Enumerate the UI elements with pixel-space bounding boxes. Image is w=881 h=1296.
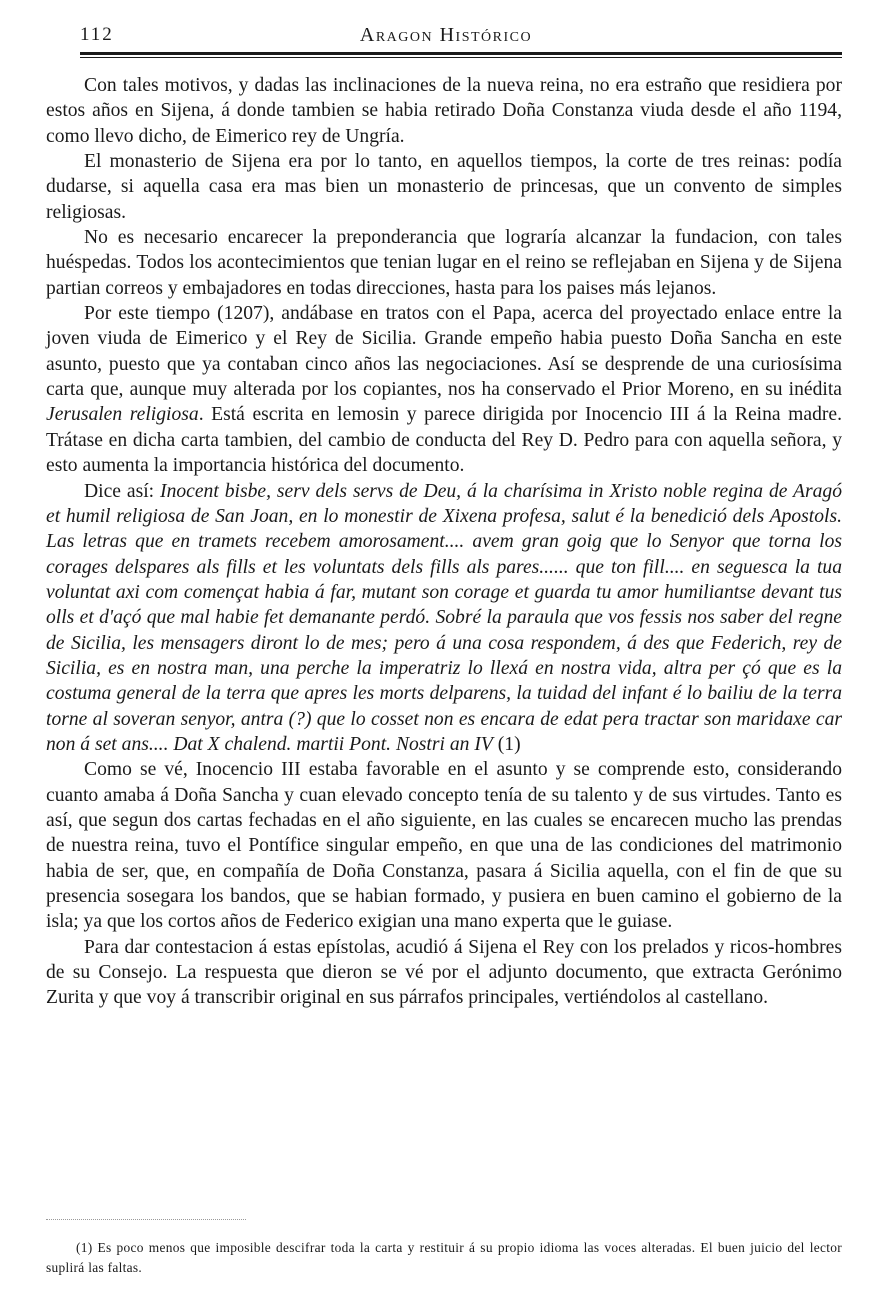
- footnote-divider: [46, 1219, 246, 1220]
- footnote-text: (1) Es poco menos que imposible descifrar toda la carta y restituir á su propio idioma las voces alteradas. El buen juicio del lector suplirá las faltas.: [46, 1240, 842, 1275]
- header-rule: [80, 52, 842, 55]
- paragraph-4-text-a: Por este tiempo (1207), andábase en tratos con el Papa, acerca del proyectado enlace entre la joven viuda de Eimerico y el Rey de Sicilia. Grande empeño habia puesto Doña Sancha en este asunto, puesto que ya contaban cinco años las negociaciones. Así se desprende de una curiosísima carta que, aunque muy alterada por los copiantes, nos ha conservado el Prior Moreno, en su inédita: [46, 303, 842, 401]
- paragraph-4: [46, 301, 842, 478]
- page-header: [50, 22, 842, 52]
- letter-quote: Inocent bisbe, serv dels servs de Deu, á la charísima in Xristo noble regina de Aragó et humil religiosa de San Joan, en lo monestir de Xixena profesa, salut é la benedició dels Apostols. Las letras que en tramets recebem amorosament.... avem gran goig que lo Senyor que torna los corages delspares als fills et les voluntats dels fills als pares...... que ton fill.... en seguesca la tua voluntat axi com començat habia á far, mutant son corage et guarda tu amor humiliantse devant tus olls et d'açó que mal habie fet demanante perdó. Sobré la paraula que vos fessis nos saber del regne de Sicilia, les mensagers diront lo de mes; pero á una cosa respondem, á des que Federich, rey de Sicilia, es en nostra man, una perche la imperatriz lo llexá en nostra vida, altra per çó que es la costuma general de la terra que apres les morts delparens, la tuidad del infant é lo bailiu de la terra torne al soveran senyor, antra (?) que lo cosset non es encara de edat pera tractar son maridaxe car non á set ans.... Dat X chalend. martii Pont. Nostri an IV: [46, 480, 843, 755]
- footnote: [46, 1238, 842, 1278]
- running-head: Aragon Histórico: [359, 24, 533, 46]
- footnote-reference: (1): [492, 733, 521, 755]
- paragraph-2: El monasterio de Sijena era por lo tanto, en aquellos tiempos, la corte de tres reinas: podía dudarse, si aquella casa era mas bien un monasterio de princesas, que un convento de simples religiosas.: [46, 151, 842, 223]
- paragraph-4-text-b: . Está escrita en lemosin y parece dirigida por Inocencio III á la Reina madre. Trátase en dicha carta tambien, del cambio de conducta del Rey D. Pedro para con aquella señora, y esto aumenta la importancia histórica del documento.: [46, 404, 843, 477]
- paragraph-5: [46, 479, 842, 758]
- paragraph-6: Como se vé, Inocencio III estaba favorable en el asunto y se comprende esto, considerando cuanto amaba á Doña Sancha y cuan elevado concepto tenía de su talento y de sus virtudes. Tanto es así, que segun dos cartas fechadas en el año siguiente, en las cuales se encarecen mucho las prendas de nuestra reina, tuvo el Pontífice singular empeño, en que una de las condiciones del matrimonio habia de ser, que, en compañía de Doña Constanza, pasara á Sicilia aquella, con el fin de que su presencia sosegara los bandos, que se habian formado, y pusiera en buen camino el gobierno de la isla; ya que los cortos años de Federico exigian una mano experta que le guiase.: [46, 759, 842, 933]
- book-title: Jerusalen religiosa: [46, 404, 199, 426]
- paragraph-7: Para dar contestacion á estas epístolas, acudió á Sijena el Rey con los prelados y ricos-hombres de su Consejo. La respuesta que dieron se vé por el adjunto documento, que extracta Gerónimo Zurita y que voy á transcribir original en sus párrafos principales, vertiéndolos al castellano.: [46, 936, 842, 1009]
- page-number: 112: [80, 24, 114, 45]
- paragraph-1: Con tales motivos, y dadas las inclinaciones de la nueva reina, no era estraño que residiera por estos años en Sijena, á donde tambien se habia retirado Doña Constanza viuda desde el año 1194, como llevo dicho, de Eimerico rey de Ungría.: [46, 75, 842, 147]
- main-text: [46, 73, 842, 1011]
- paragraph-5-intro: Dice así:: [84, 480, 161, 502]
- header-rule-thin: [80, 57, 842, 58]
- paragraph-3: No es necesario encarecer la preponderancia que lograría alcanzar la fundacion, con tales huéspedas. Todos los acontecimientos que tenian lugar en el reino se reflejaban en Sijena y de Sijena partian correos y embajadores en todas direcciones, hasta para los paises más lejanos.: [46, 227, 842, 299]
